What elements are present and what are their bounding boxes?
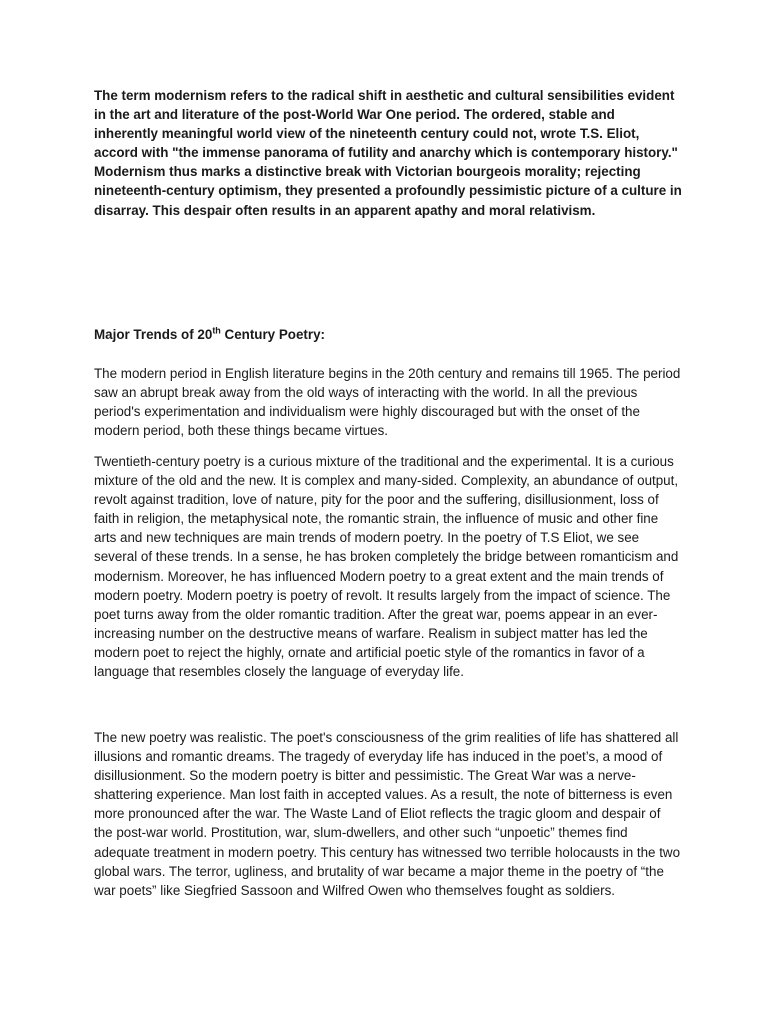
heading-text-start: Major Trends of 20 [94,327,213,342]
section-heading [94,325,682,344]
heading-text-end: Century Poetry: [220,327,325,342]
intro-paragraph: The term modernism refers to the radical shift in aesthetic and cultural sensibilities evident in the art and literature of the post-World War One period. The ordered, stable and inherently meaningful world view of the nineteenth century could not, wrote T.S. Eliot, accord with "the immense panorama of futility and anarchy which is contemporary history." Modernism thus marks a distinctive break with Victorian bourgeois morality; rejecting nineteenth-century optimism, they presented a profoundly pessimistic picture of a culture in disarray. This despair often results in an apparent apathy and moral relativism. [94,88,682,218]
body-paragraph-1: The modern period in English literature begins in the 20th century and remains till 1965. The period saw an abrupt break away from the old ways of interacting with the world. In all the previous period's experimentation and individualism were highly discouraged but with the onset of the modern period, both these things became virtues. [94,366,681,439]
heading-superscript: th [212,325,221,336]
body-paragraph-2: Twentieth-century poetry is a curious mixture of the traditional and the experimental. It is a curious mixture of the old and the new. It is complex and many-sided. Complexity, an abundance of output, revolt against tradition, love of nature, pity for the poor and the suffering, disillusionment, loss of faith in religion, the metaphysical note, the romantic strain, the influence of music and other fine arts and new techniques are main trends of modern poetry. In the poetry of T.S Eliot, we see several of these trends. In a sense, he has broken completely the bridge between romanticism and modernism. Moreover, he has influenced Modern poetry to a great extent and the main trends of modern poetry. Modern poetry is poetry of revolt. It results largely from the impact of science. The poet turns away from the older romantic tradition. After the great war, poems appear in an ever-increasing number on the destructive means of warfare. Realism in subject matter has led the modern poet to reject the highly, ornate and artificial poetic style of the romantics in favor of a language that resembles closely the language of everyday life. [94,454,679,680]
body-paragraph-3: The new poetry was realistic. The poet's consciousness of the grim realities of life has shattered all illusions and romantic dreams. The tragedy of everyday life has induced in the poet’s, a mood of disillusionment. So the modern poetry is bitter and pessimistic. The Great War was a nerve-shattering experience. Man lost faith in accepted values. As a result, the note of bitterness is even more pronounced after the war. The Waste Land of Eliot reflects the tragic gloom and despair of the post-war world. Prostitution, war, slum-dwellers, and other such “unpoetic” themes find adequate treatment in modern poetry. This century has witnessed two terrible holocausts in the two global wars. The terror, ugliness, and brutality of war became a major theme in the poetry of “the war poets” like Siegfried Sassoon and Wilfred Owen who themselves fought as soldiers. [94,730,681,898]
